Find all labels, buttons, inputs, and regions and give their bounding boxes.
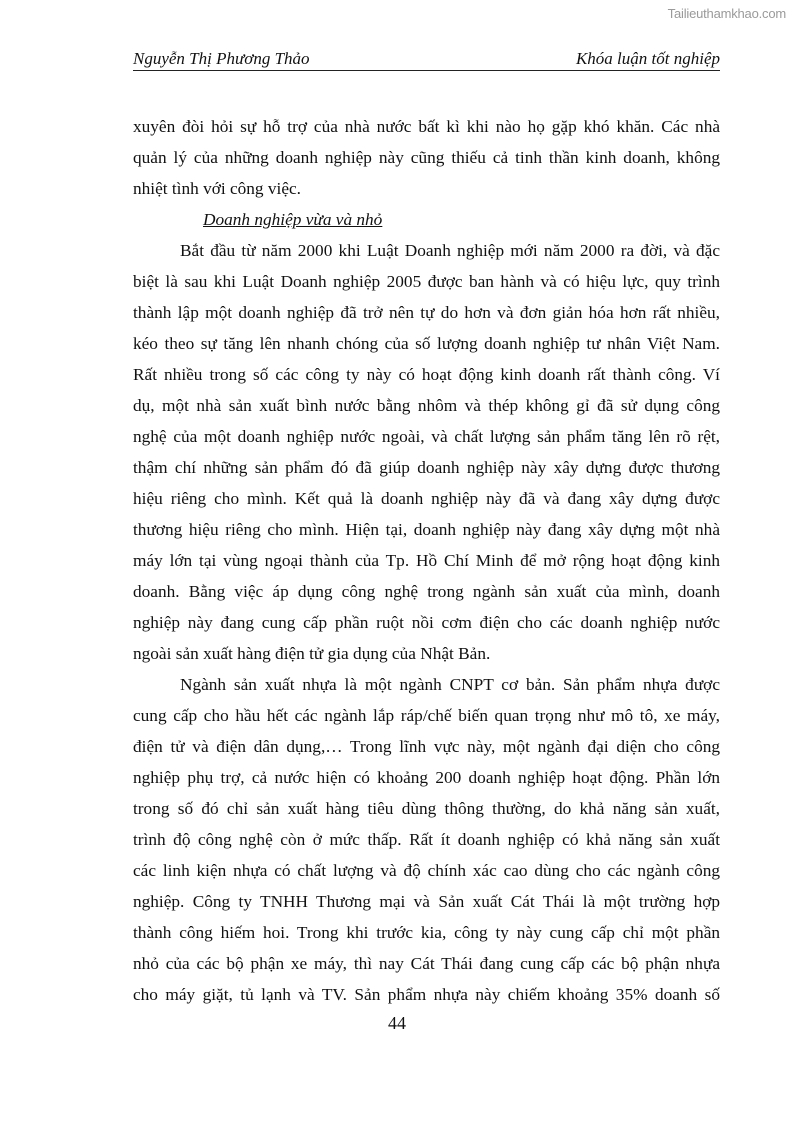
text-line: trình độ công nghệ còn ở mức thấp. Rất ít doanh nghiệp có khả năng sản xuất (133, 830, 720, 849)
subheading: Doanh nghiệp vừa và nhỏ (203, 210, 383, 229)
text-line: điện tử và điện dân dụng,… Trong lĩnh vực này, một ngành đại diện cho công (133, 737, 720, 756)
text-line: nghiệp phụ trợ, cả nước hiện có khoảng 200 doanh nghiệp hoạt động. Phần lớn (133, 768, 720, 787)
text-line: ngoài sản xuất hàng điện tử gia dụng của Nhật Bản. (133, 644, 491, 663)
running-header (133, 48, 720, 71)
text-line: thương hiệu riêng cho mình. Hiện tại, doanh nghiệp này đang xây dựng một nhà (133, 520, 720, 539)
text-line: thành lập một doanh nghiệp đã trở nên tự do hơn và đơn giản hóa hơn rất nhiều, (133, 303, 720, 322)
text-line: thậm chí những sản phẩm đó đã giúp doanh nghiệp này xây dựng được thương (133, 458, 720, 477)
text-line: nghiệp. Công ty TNHH Thương mại và Sản xuất Cát Thái là một trường hợp (133, 892, 720, 911)
header-document-type: Khóa luận tốt nghiệp (575, 49, 720, 68)
text-line: kéo theo sự tăng lên nhanh chóng của số lượng doanh nghiệp tư nhân Việt Nam. (133, 334, 720, 353)
text-line: thành công hiếm hoi. Trong khi trước kia, công ty này cung cấp chỉ một phần (133, 923, 720, 942)
text-line: các linh kiện nhựa có chất lượng và độ chính xác cao dùng cho các ngành công (133, 861, 720, 880)
text-line: máy lớn tại vùng ngoại thành của Tp. Hồ Chí Minh để mở rộng hoạt động kinh (133, 551, 720, 570)
text-line: dụ, một nhà sản xuất bình nước bằng nhôm và thép không gỉ đã sử dụng công (133, 396, 720, 415)
text-line: cho máy giặt, tủ lạnh và TV. Sản phẩm nhựa này chiếm khoảng 35% doanh số (133, 985, 720, 1004)
text-line: biệt là sau khi Luật Doanh nghiệp 2005 được ban hành và có hiệu lực, quy trình (133, 272, 720, 291)
text-line: cung cấp cho hầu hết các ngành lắp ráp/chế biến quan trọng như mô tô, xe máy, (133, 706, 720, 725)
page-number: 44 (388, 1013, 406, 1033)
text-line: hiệu riêng cho mình. Kết quả là doanh nghiệp này đã và đang xây dựng được (133, 489, 720, 508)
text-line: Rất nhiều trong số các công ty này có hoạt động kinh doanh rất thành công. Ví (133, 365, 720, 384)
text-line: trong số đó chỉ sản xuất hàng tiêu dùng thông thường, do khả năng sản xuất, (133, 799, 720, 818)
header-author: Nguyễn Thị Phương Thảo (133, 49, 310, 68)
text-line: Ngành sản xuất nhựa là một ngành CNPT cơ bản. Sản phẩm nhựa được (180, 675, 720, 694)
text-line: nhiệt tình với công việc. (133, 179, 301, 198)
text-line: xuyên đòi hỏi sự hỗ trợ của nhà nước bất kì khi nào họ gặp khó khăn. Các nhà (133, 117, 720, 136)
text-line: nghệ của một doanh nghiệp nước ngoài, và chất lượng sản phẩm tăng lên rõ rệt, (133, 427, 720, 446)
text-line: nhỏ của các bộ phận xe máy, thì nay Cát Thái đang cung cấp các bộ phận nhựa (133, 954, 720, 973)
watermark: Tailieuthamkhao.com (667, 6, 786, 21)
text-line: quản lý của những doanh nghiệp này cũng thiếu cả tinh thần kinh doanh, không (133, 148, 720, 167)
text-line: Bắt đầu từ năm 2000 khi Luật Doanh nghiệp mới năm 2000 ra đời, và đặc (180, 241, 720, 260)
text-line: doanh. Bằng việc áp dụng công nghệ trong ngành sản xuất của mình, doanh (133, 582, 720, 601)
text-line: nghiệp này đang cung cấp phần ruột nồi cơm điện cho các doanh nghiệp nước (133, 613, 720, 632)
